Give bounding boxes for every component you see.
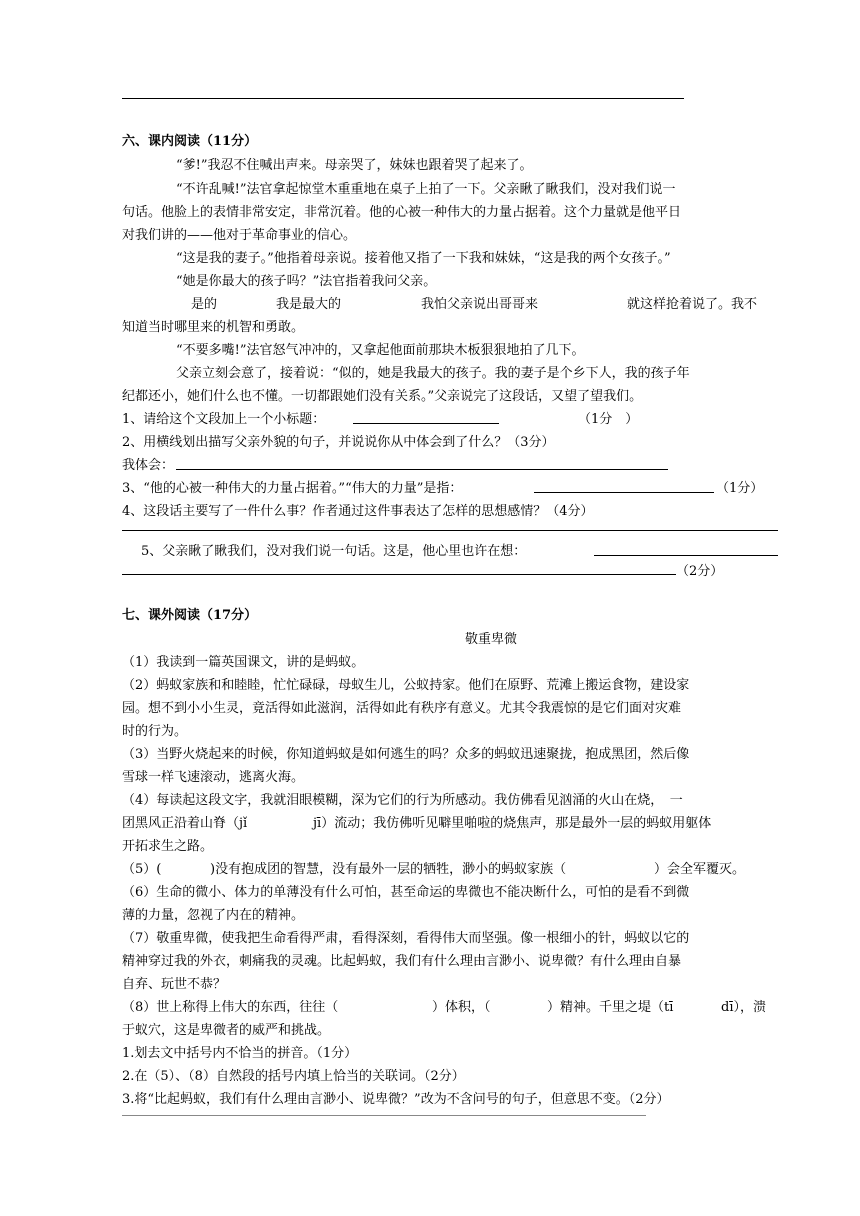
answer-line[interactable]: [122, 1115, 646, 1116]
paragraph-fragment: 是的: [191, 297, 218, 312]
paragraph: 句话。他脸上的表情非常安定，非常沉着。他的心被一种伟大的力量占据着。这个力量就是他平日: [122, 205, 682, 220]
paragraph: 精神穿过我的外衣，刺痛我的灵魂。比起蚂蚁，我们有什么理由言渺小、说卑微？有什么理由自暴: [122, 954, 682, 969]
question-2: 2、用横线划出描写父亲外貌的句子，并说说你从中体会到了什么？（3分）: [122, 435, 555, 450]
paragraph: 时的行为。: [122, 724, 188, 739]
answer-line[interactable]: [122, 574, 676, 575]
paragraph-fragment: 就这样抢着说了。我不: [627, 297, 758, 312]
answer-blank[interactable]: [534, 492, 714, 493]
question-1: 1、请给这个文段加上一个小标题：: [122, 412, 326, 427]
score: （2分）: [676, 564, 724, 579]
score: （1分 ）: [578, 412, 639, 427]
question-5: 5、父亲瞅了瞅我们，没对我们说一句话。这是，他心里也许在想：: [141, 544, 527, 559]
score: （1分）: [716, 481, 764, 496]
paragraph-fragment: )没有抱成团的智慧，没有最外一层的牺牲，渺小的蚂蚁家族（: [210, 862, 567, 877]
paragraph-fragment: ）精神。千里之堤（tī: [547, 1000, 674, 1015]
task-2: 2.在（5）、（8）自然段的括号内填上恰当的关联词。（2分）: [122, 1069, 465, 1084]
top-answer-line: [122, 98, 684, 99]
paragraph: （7）敬重卑微，使我把生命看得严肃，看得深刻，看得伟大而坚强。像一根细小的针，蚂蚁以它的: [122, 931, 690, 946]
paragraph: “爹!”我忍不住喊出声来。母亲哭了，妹妹也跟着哭了起来了。: [176, 158, 533, 173]
paragraph: 于蚁穴，这是卑微者的威严和挑战。: [122, 1023, 331, 1038]
paragraph: “不要多嘴!”法官怒气冲冲的，又拿起他面前那块木板狠狠地拍了几下。: [176, 343, 585, 358]
paragraph-fragment: jī）流动；我仿佛听见噼里啪啦的烧焦声，那是最外一层的蚂蚁用躯体: [313, 816, 712, 831]
paragraph: 开拓求生之路。: [122, 839, 214, 854]
paragraph: 对我们讲的——他对于革命事业的信心。: [122, 228, 357, 243]
paragraph-fragment: ）会全军覆灭。: [654, 862, 746, 877]
paragraph-fragment: 我怕父亲说出哥哥来: [421, 297, 539, 312]
paragraph: 雪球一样飞速滚动，逃离火海。: [122, 770, 305, 785]
section7-heading: 七、课外阅读（17分）: [122, 608, 258, 623]
task-3: 3.将“比起蚂蚁，我们有什么理由言渺小、说卑微？”改为不含问号的句子，但意思不变。（2分）: [122, 1092, 670, 1107]
answer-blank[interactable]: [176, 469, 668, 470]
paragraph: 父亲立刻会意了，接着说：“似的，她是我最大的孩子。我的妻子是个乡下人，我的孩子年: [176, 366, 690, 381]
question-3: 3、“他的心被一种伟大的力量占据着。”“伟大的力量”是指：: [122, 481, 463, 496]
task-1: 1.划去文中括号内不恰当的拼音。（1分）: [122, 1046, 358, 1061]
article-title: 敬重卑微: [465, 632, 518, 647]
paragraph: （4）每读起这段文字，我就泪眼模糊，深为它们的行为所感动。我仿佛看见汹涌的火山在烧， 一: [122, 793, 683, 808]
paragraph: “她是你最大的孩子吗？”法官指着我问父亲。: [176, 274, 437, 289]
paragraph-fragment: 我是最大的: [276, 297, 342, 312]
paragraph: 纪都还小，她们什么也不懂。一切都跟她们没有关系。”父亲说完了这段话，又望了望我们。: [122, 389, 643, 404]
paragraph-fragment: dī），溃: [721, 1000, 766, 1015]
paragraph: （6）生命的微小、体力的单薄没有什么可怕，甚至命运的卑微也不能决断什么，可怕的是看不到微: [122, 885, 690, 900]
paragraph: 薄的力量，忽视了内在的精神。: [122, 908, 305, 923]
paragraph: 自弃、玩世不恭？: [122, 977, 227, 992]
paragraph-fragment: （8）世上称得上伟大的东西，往往（: [122, 1000, 339, 1015]
paragraph: （3）当野火烧起来的时候，你知道蚂蚁是如何逃生的吗？众多的蚂蚁迅速聚拢，抱成黑团，然后像: [122, 747, 690, 762]
answer-blank[interactable]: [353, 423, 499, 424]
question-4: 4、这段话主要写了一件什么事？作者通过这件事表达了怎样的思想感情？（4分）: [122, 504, 594, 519]
paragraph: 园。想不到小小生灵，竟活得如此滋润，活得如此有秩序有意义。尤其令我震惊的是它们面对灾难: [122, 701, 682, 716]
paragraph-fragment: ）体积，（: [432, 1000, 491, 1015]
answer-line[interactable]: [122, 530, 778, 531]
answer-blank[interactable]: [594, 555, 778, 556]
answer-label: 我体会：: [122, 458, 175, 473]
paragraph-fragment: （5）(: [122, 862, 162, 877]
paragraph: “这是我的妻子。”他指着母亲说。接着他又指了一下我和妹妹，“这是我的两个女孩子。”: [176, 251, 671, 266]
paragraph: “不许乱喊!”法官拿起惊堂木重重地在桌子上拍了一下。父亲瞅了瞅我们，没对我们说一: [176, 182, 676, 197]
paragraph: （2）蚂蚁家族和和睦睦，忙忙碌碌，母蚁生儿，公蚁持家。他们在原野、荒滩上搬运食物，建设家: [122, 678, 690, 693]
paragraph-fragment: 团黑风正沿着山脊（jǐ: [122, 816, 248, 831]
paragraph: 知道当时哪里来的机智和勇敢。: [122, 320, 305, 335]
section6-heading: 六、课内阅读（11分）: [122, 134, 258, 149]
paragraph: （1）我读到一篇英国课文，讲的是蚂蚁。: [122, 655, 365, 670]
